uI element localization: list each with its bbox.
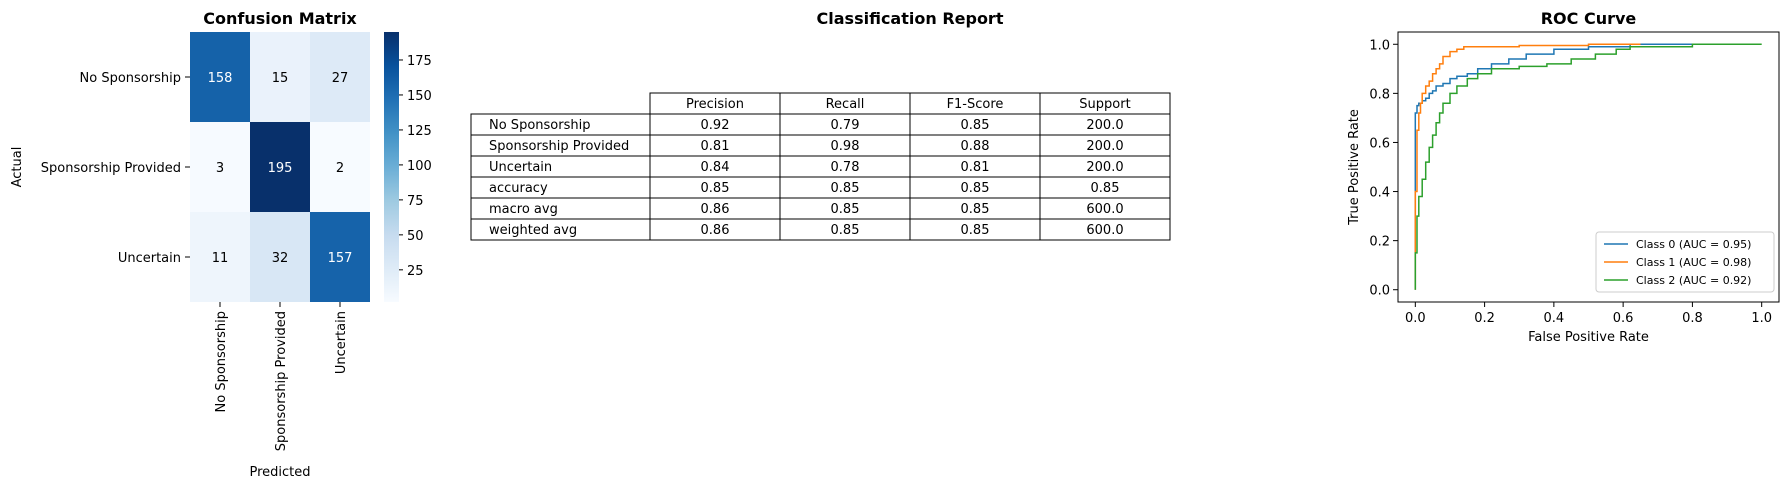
x-tick-label: No Sponsorship [214,311,229,413]
table-header-label: F1-Score [946,97,1004,112]
table-cell-value: 0.85 [700,181,730,196]
table-cell-value: 0.98 [830,139,860,154]
x-tick-label: 1.0 [1751,311,1773,326]
table-cell-value: 200.0 [1086,160,1124,175]
colorbar [384,32,399,302]
x-tick-label: 0.6 [1612,311,1634,326]
table-cell-value: 0.79 [830,118,860,133]
y-tick-label: 0.0 [1369,283,1390,299]
matrix-cell-value: 15 [271,71,289,86]
table-cell-value: 600.0 [1086,202,1124,217]
y-tick-label: 0.6 [1369,136,1390,152]
matrix-cell-value: 157 [327,251,353,266]
x-tick-label: 0.2 [1474,311,1495,326]
table-cell-value: 200.0 [1086,139,1124,154]
roc-xlabel: False Positive Rate [1528,330,1649,345]
table-header-label: Support [1079,97,1131,112]
table-row-label: accuracy [489,181,548,196]
table-header-label: Recall [825,97,865,112]
x-tick-label: 0.8 [1682,311,1703,326]
table-header-label: Precision [685,97,745,112]
table-cell-value: 0.85 [830,181,860,196]
table-cell-value: 0.86 [700,202,730,217]
x-tick-label: 0.4 [1543,311,1565,326]
colorbar-tick-label: 50 [407,228,424,244]
matrix-cell-value: 3 [215,161,225,176]
table-cell-value: 0.85 [830,202,860,217]
y-tick-label: 0.4 [1369,185,1390,201]
table-cell-value: 200.0 [1086,118,1124,133]
colorbar-tick-label: 100 [407,158,432,174]
table-cell-value: 0.81 [960,160,990,175]
confusion-matrix-title: Confusion Matrix [203,9,357,28]
y-tick-label: 0.8 [1369,87,1390,103]
roc-title: ROC Curve [1540,9,1637,28]
classification-report-panel [471,9,1170,240]
colorbar-tick-label: 150 [407,88,432,104]
table-row-label: No Sponsorship [489,118,591,133]
classification-report-title: Classification Report [816,9,1004,28]
x-tick-label: Uncertain [334,311,349,375]
table-cell-value: 0.81 [700,139,730,154]
colorbar-tick-label: 125 [407,123,432,139]
table-cell-value: 0.85 [960,202,990,217]
table-cell-value: 0.85 [960,181,990,196]
y-tick-label: Sponsorship Provided [40,161,181,176]
legend-label: Class 1 (AUC = 0.98) [1636,256,1752,269]
table-cell-value: 0.85 [960,118,990,133]
legend-label: Class 0 (AUC = 0.95) [1636,238,1752,251]
legend-label: Class 2 (AUC = 0.92) [1636,274,1752,287]
table-row-label: Uncertain [489,160,553,175]
table-cell-value: 0.78 [830,160,860,175]
matrix-cell-value: 195 [267,161,293,176]
roc-ylabel: True Positive Rate [1347,109,1362,225]
table-cell-value: 0.85 [1090,181,1120,196]
table-cell-value: 0.88 [960,139,990,154]
table-cell-value: 600.0 [1086,223,1124,238]
y-tick-label: No Sponsorship [79,71,181,86]
confusion-matrix-panel [10,9,432,480]
matrix-cell-value: 27 [331,71,349,86]
table-cell-value: 0.86 [700,223,730,238]
x-tick-label: 0.0 [1404,311,1426,326]
matrix-cell-value: 32 [271,251,289,266]
table-row-label: macro avg [489,202,558,217]
table-row-label: Sponsorship Provided [489,139,630,154]
y-tick-label: 0.2 [1369,234,1390,250]
matrix-cell-value: 158 [207,71,233,86]
y-tick-label: Uncertain [117,251,181,266]
roc-panel [1347,9,1779,345]
confusion-matrix-xlabel: Predicted [249,465,311,480]
table-cell-value: 0.92 [700,118,730,133]
matrix-cell-value: 11 [211,251,229,266]
confusion-matrix-ylabel: Actual [10,146,25,188]
x-tick-label: Sponsorship Provided [274,311,289,452]
matrix-cell-value: 2 [335,161,345,176]
table-cell-value: 0.84 [700,160,730,175]
y-tick-label: 1.0 [1369,38,1390,54]
table-row-label: weighted avg [489,223,578,238]
colorbar-tick-label: 75 [407,193,424,209]
table-cell-value: 0.85 [830,223,860,238]
colorbar-tick-label: 25 [407,263,424,279]
table-cell-value: 0.85 [960,223,990,238]
colorbar-tick-label: 175 [407,53,432,69]
